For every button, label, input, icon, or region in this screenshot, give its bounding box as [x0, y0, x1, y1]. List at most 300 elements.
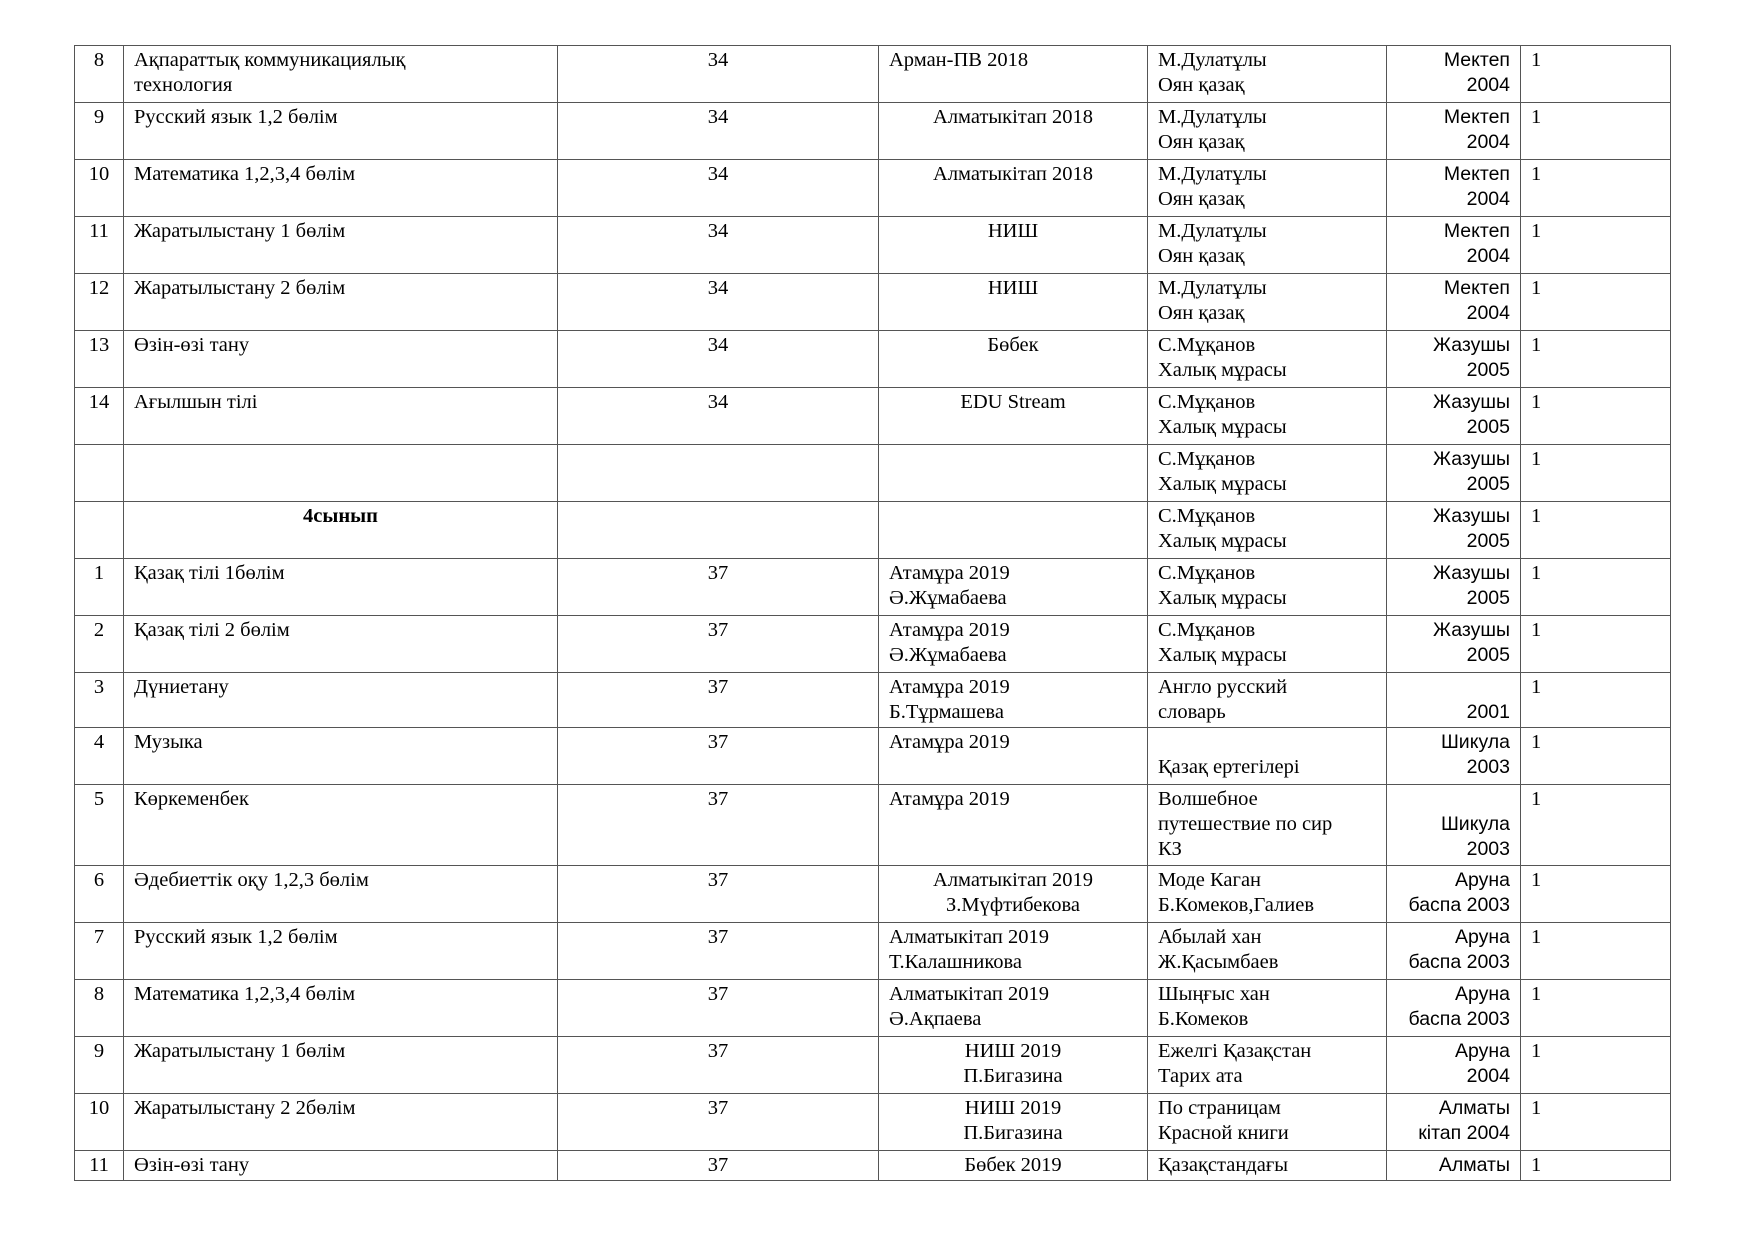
publisher-cell	[879, 1094, 1148, 1151]
subject-text: Ақпараттық коммуникациялық	[134, 49, 406, 71]
table-row	[75, 728, 1671, 785]
subject-text: Жаратылыстану 1 бөлім	[134, 1040, 346, 1062]
library-title-cell	[1148, 274, 1387, 331]
library-book-publisher: Шикула	[1440, 731, 1510, 753]
library-book-publisher: Жазушы	[1433, 619, 1510, 641]
hours-cell	[558, 217, 879, 274]
library-book-publisher: Мектеп	[1443, 163, 1510, 185]
library-book-publisher: Аруна	[1455, 1040, 1510, 1062]
publisher-text: НИШ 2019	[964, 1040, 1062, 1062]
library-title-cell	[1148, 217, 1387, 274]
library-book-publisher: кітап 2004	[1418, 1122, 1510, 1144]
library-publisher-cell	[1387, 1094, 1521, 1151]
library-book-publisher: 2005	[1466, 416, 1510, 438]
library-book-title: путешествие по сир	[1158, 813, 1333, 835]
count-cell	[1521, 923, 1671, 980]
library-book-title: С.Мұқанов	[1158, 334, 1256, 356]
count-cell	[1521, 502, 1671, 559]
count-cell	[1521, 103, 1671, 160]
table-row	[75, 866, 1671, 923]
publisher-cell	[879, 728, 1148, 785]
table-row	[75, 331, 1671, 388]
library-book-title: Ежелгі Қазақстан	[1158, 1040, 1312, 1062]
library-title-cell	[1148, 502, 1387, 559]
row-number-cell	[75, 388, 124, 445]
subject-cell	[124, 331, 558, 388]
row-number-cell	[75, 46, 124, 103]
subject-cell	[124, 785, 558, 866]
row-number: 14	[88, 391, 110, 413]
row-number-cell	[75, 559, 124, 616]
subject-cell	[124, 616, 558, 673]
row-number-cell	[75, 616, 124, 673]
library-book-publisher: Аруна	[1455, 926, 1510, 948]
subject-text: Қазақ тілі 1бөлім	[134, 562, 285, 584]
hours-cell	[558, 1037, 879, 1094]
subject-text: Дүниетану	[134, 676, 229, 698]
publisher-cell	[879, 785, 1148, 866]
library-book-title: Ж.Қасымбаев	[1158, 951, 1279, 973]
library-book-title: Оян қазақ	[1158, 302, 1245, 324]
row-number: 10	[88, 163, 110, 185]
section-heading-cell	[124, 502, 558, 559]
library-title-cell	[1148, 388, 1387, 445]
table-row	[75, 160, 1671, 217]
library-title-cell	[1148, 1151, 1387, 1181]
hours-cell	[558, 103, 879, 160]
row-number-cell	[75, 923, 124, 980]
publisher-cell	[879, 388, 1148, 445]
library-book-publisher: Шикула	[1440, 813, 1510, 835]
count-value: 1	[1531, 49, 1542, 71]
publisher-cell	[879, 673, 1148, 728]
library-title-cell	[1148, 559, 1387, 616]
library-book-title: Шыңғыс хан	[1158, 983, 1270, 1005]
subject-cell	[124, 274, 558, 331]
library-book-title: Халық мұрасы	[1158, 644, 1287, 666]
table-row	[75, 673, 1671, 728]
count-value: 1	[1531, 869, 1542, 891]
publisher-text: Ә.Жұмабаева	[889, 587, 1007, 609]
library-book-publisher: Аруна	[1455, 869, 1510, 891]
count-value: 1	[1531, 277, 1542, 299]
library-publisher-cell	[1387, 1151, 1521, 1181]
row-number-cell	[75, 728, 124, 785]
library-book-publisher: 2005	[1466, 530, 1510, 552]
publisher-text: Б.Тұрмашева	[889, 701, 1004, 723]
library-book-title: Б.Комеков,Галиев	[1158, 894, 1315, 916]
library-book-publisher: Алматы	[1438, 1154, 1510, 1176]
publisher-text: П.Бигазина	[963, 1065, 1063, 1087]
publisher-cell	[879, 1037, 1148, 1094]
library-book-title: Халық мұрасы	[1158, 530, 1287, 552]
row-number: 13	[88, 334, 110, 356]
hours-value: 34	[707, 49, 729, 71]
subject-text: технология	[134, 74, 233, 96]
row-number-cell	[75, 217, 124, 274]
library-book-title: Қазақ ертегілері	[1158, 756, 1300, 778]
count-value: 1	[1531, 619, 1542, 641]
library-book-publisher: баспа 2003	[1408, 951, 1510, 973]
library-book-publisher: Жазушы	[1433, 334, 1510, 356]
publisher-text: Атамұра 2019	[889, 562, 1010, 584]
subject-text: Жаратылыстану 1 бөлім	[134, 220, 346, 242]
hours-cell	[558, 1151, 879, 1181]
library-title-cell	[1148, 1037, 1387, 1094]
row-number: 9	[93, 106, 105, 128]
library-book-publisher: баспа 2003	[1408, 894, 1510, 916]
library-book-title: М.Дулатұлы	[1158, 163, 1267, 185]
hours-value: 34	[707, 334, 729, 356]
subject-text: Математика 1,2,3,4 бөлім	[134, 983, 356, 1005]
count-cell	[1521, 1151, 1671, 1181]
count-cell	[1521, 728, 1671, 785]
library-book-title: Оян қазақ	[1158, 245, 1245, 267]
library-book-publisher: 2001	[1466, 701, 1510, 723]
library-title-cell	[1148, 616, 1387, 673]
library-book-publisher: 2004	[1466, 302, 1510, 324]
table-row	[75, 217, 1671, 274]
library-book-publisher: 2004	[1466, 131, 1510, 153]
table-row	[75, 559, 1671, 616]
library-title-cell	[1148, 923, 1387, 980]
library-publisher-cell	[1387, 616, 1521, 673]
library-publisher-cell	[1387, 980, 1521, 1037]
publisher-text: Атамұра 2019	[889, 731, 1010, 753]
row-number: 4	[93, 731, 105, 753]
library-book-publisher	[1397, 787, 1510, 812]
count-cell	[1521, 1037, 1671, 1094]
library-book-title: Волшебное	[1158, 788, 1258, 810]
library-book-title: М.Дулатұлы	[1158, 277, 1267, 299]
library-publisher-cell	[1387, 923, 1521, 980]
subject-text: 4сынып	[303, 505, 378, 527]
publisher-text: З.Мүфтибекова	[945, 894, 1081, 916]
table-body	[75, 46, 1671, 1181]
subject-cell	[124, 1094, 558, 1151]
hours-cell	[558, 728, 879, 785]
subject-text: Музыка	[134, 731, 203, 753]
table-row	[75, 1151, 1671, 1181]
row-number: 11	[89, 220, 109, 242]
count-cell	[1521, 785, 1671, 866]
library-book-title: Б.Комеков	[1158, 1008, 1249, 1030]
library-title-cell	[1148, 46, 1387, 103]
hours-cell	[558, 331, 879, 388]
publisher-text: П.Бигазина	[963, 1122, 1063, 1144]
subject-text: Өзін-өзі тану	[134, 1154, 250, 1176]
row-number: 1	[93, 562, 105, 584]
publisher-text: EDU Stream	[960, 391, 1066, 413]
publisher-text: Ә.Ақпаева	[889, 1008, 982, 1030]
library-book-title: Красной книги	[1158, 1122, 1289, 1144]
count-value: 1	[1531, 926, 1542, 948]
row-number-cell	[75, 1094, 124, 1151]
count-cell	[1521, 866, 1671, 923]
library-book-title: Халық мұрасы	[1158, 359, 1287, 381]
library-publisher-cell	[1387, 866, 1521, 923]
library-book-publisher: 2005	[1466, 359, 1510, 381]
hours-cell	[558, 673, 879, 728]
library-publisher-cell	[1387, 388, 1521, 445]
count-cell	[1521, 274, 1671, 331]
subject-cell	[124, 980, 558, 1037]
library-book-publisher: 2005	[1466, 473, 1510, 495]
subject-cell	[124, 1151, 558, 1181]
library-title-cell	[1148, 160, 1387, 217]
publisher-text: Алматыкітап 2018	[933, 106, 1093, 128]
count-cell	[1521, 445, 1671, 502]
library-publisher-cell	[1387, 502, 1521, 559]
library-book-title: Халық мұрасы	[1158, 416, 1287, 438]
library-book-title: М.Дулатұлы	[1158, 220, 1267, 242]
table-row	[75, 445, 1671, 502]
count-cell	[1521, 980, 1671, 1037]
hours-value: 34	[707, 220, 729, 242]
publisher-cell	[879, 1151, 1148, 1181]
count-cell	[1521, 1094, 1671, 1151]
publisher-cell	[879, 866, 1148, 923]
library-title-cell	[1148, 728, 1387, 785]
library-book-title: М.Дулатұлы	[1158, 106, 1267, 128]
count-cell	[1521, 160, 1671, 217]
publisher-text: Бөбек 2019	[964, 1154, 1062, 1176]
subject-text: Қазақ тілі 2 бөлім	[134, 619, 290, 641]
hours-value: 37	[707, 788, 729, 810]
publisher-text: Алматыкітап 2019	[889, 983, 1049, 1005]
table-row	[75, 46, 1671, 103]
publisher-cell	[879, 616, 1148, 673]
count-cell	[1521, 559, 1671, 616]
library-book-title: Қазақстандағы	[1158, 1154, 1289, 1176]
library-publisher-cell	[1387, 445, 1521, 502]
count-value: 1	[1531, 1040, 1542, 1062]
publisher-cell	[879, 217, 1148, 274]
hours-cell	[558, 160, 879, 217]
hours-cell	[558, 923, 879, 980]
hours-cell	[558, 559, 879, 616]
library-book-publisher: Жазушы	[1433, 391, 1510, 413]
hours-cell	[558, 616, 879, 673]
table-row	[75, 1037, 1671, 1094]
library-book-publisher: баспа 2003	[1408, 1008, 1510, 1030]
count-value: 1	[1531, 334, 1542, 356]
publisher-text: Ә.Жұмабаева	[889, 644, 1007, 666]
publisher-cell	[879, 103, 1148, 160]
publisher-text: Бөбек	[987, 334, 1039, 356]
subject-cell	[124, 103, 558, 160]
publisher-cell	[879, 559, 1148, 616]
row-number-cell	[75, 866, 124, 923]
library-book-publisher: 2004	[1466, 245, 1510, 267]
row-number: 7	[93, 926, 105, 948]
library-book-publisher: 2004	[1466, 74, 1510, 96]
publisher-text: Алматыкітап 2019	[933, 869, 1093, 891]
subject-text: Әдебиеттік оқу 1,2,3 бөлім	[134, 869, 369, 891]
subject-text: Көркеменбек	[134, 788, 249, 810]
hours-value: 37	[707, 562, 729, 584]
hours-value: 34	[707, 163, 729, 185]
subject-cell	[124, 1037, 558, 1094]
row-number-cell	[75, 785, 124, 866]
library-book-publisher: 2004	[1466, 188, 1510, 210]
publisher-cell	[879, 502, 1148, 559]
table-row	[75, 388, 1671, 445]
row-number: 9	[93, 1040, 105, 1062]
library-publisher-cell	[1387, 160, 1521, 217]
publisher-cell	[879, 445, 1148, 502]
subject-text: Математика 1,2,3,4 бөлім	[134, 163, 356, 185]
count-value: 1	[1531, 448, 1542, 470]
subject-cell	[124, 388, 558, 445]
hours-value: 34	[707, 106, 729, 128]
table-row	[75, 616, 1671, 673]
hours-value: 37	[707, 1097, 729, 1119]
row-number-cell	[75, 1037, 124, 1094]
hours-value: 37	[707, 619, 729, 641]
row-number: 2	[93, 619, 105, 641]
library-book-publisher: Мектеп	[1443, 277, 1510, 299]
row-number: 11	[89, 1154, 109, 1176]
library-book-publisher: Жазушы	[1433, 448, 1510, 470]
row-number: 3	[93, 676, 105, 698]
subject-cell	[124, 728, 558, 785]
subject-cell	[124, 866, 558, 923]
library-publisher-cell	[1387, 559, 1521, 616]
count-cell	[1521, 673, 1671, 728]
library-publisher-cell	[1387, 46, 1521, 103]
library-book-title: Англо русский	[1158, 676, 1288, 698]
library-book-publisher: 2003	[1466, 756, 1510, 778]
row-number-cell	[75, 274, 124, 331]
table-row	[75, 980, 1671, 1037]
row-number-cell	[75, 445, 124, 502]
count-value: 1	[1531, 106, 1542, 128]
subject-cell	[124, 673, 558, 728]
count-value: 1	[1531, 788, 1542, 810]
hours-cell	[558, 445, 879, 502]
count-value: 1	[1531, 391, 1542, 413]
publisher-text: Атамұра 2019	[889, 788, 1010, 810]
row-number: 6	[93, 869, 105, 891]
hours-cell	[558, 980, 879, 1037]
library-book-title: Халық мұрасы	[1158, 473, 1287, 495]
library-title-cell	[1148, 1094, 1387, 1151]
subject-text: Русский язык 1,2 бөлім	[134, 106, 338, 128]
library-book-publisher: 2004	[1466, 1065, 1510, 1087]
table-row	[75, 923, 1671, 980]
subject-cell	[124, 217, 558, 274]
publisher-cell	[879, 980, 1148, 1037]
hours-value: 34	[707, 391, 729, 413]
count-cell	[1521, 46, 1671, 103]
library-title-cell	[1148, 866, 1387, 923]
subject-cell	[124, 160, 558, 217]
library-publisher-cell	[1387, 103, 1521, 160]
library-publisher-cell	[1387, 274, 1521, 331]
subject-cell	[124, 923, 558, 980]
count-cell	[1521, 388, 1671, 445]
publisher-text: Атамұра 2019	[889, 619, 1010, 641]
row-number-cell	[75, 160, 124, 217]
row-number: 10	[88, 1097, 110, 1119]
publisher-cell	[879, 923, 1148, 980]
count-value: 1	[1531, 562, 1542, 584]
row-number: 8	[93, 983, 105, 1005]
library-book-title: Халық мұрасы	[1158, 587, 1287, 609]
library-title-cell	[1148, 785, 1387, 866]
library-publisher-cell	[1387, 1037, 1521, 1094]
table-row	[75, 1094, 1671, 1151]
library-book-title: КЗ	[1158, 838, 1182, 860]
subject-cell	[124, 46, 558, 103]
publisher-cell	[879, 46, 1148, 103]
publisher-text: Алматыкітап 2019	[889, 926, 1049, 948]
subject-text: Жаратылыстану 2 2бөлім	[134, 1097, 356, 1119]
library-book-publisher: Жазушы	[1433, 562, 1510, 584]
subject-cell	[124, 559, 558, 616]
row-number: 8	[93, 49, 105, 71]
library-book-publisher: Мектеп	[1443, 49, 1510, 71]
table-row	[75, 785, 1671, 866]
hours-cell	[558, 388, 879, 445]
count-cell	[1521, 616, 1671, 673]
table-row	[75, 502, 1671, 559]
row-number-cell	[75, 980, 124, 1037]
library-book-title: Оян қазақ	[1158, 131, 1245, 153]
library-book-title: По страницам	[1158, 1097, 1281, 1119]
library-book-title	[1158, 730, 1376, 755]
publisher-text: НИШ 2019	[964, 1097, 1062, 1119]
hours-value: 37	[707, 1040, 729, 1062]
library-publisher-cell	[1387, 331, 1521, 388]
library-book-title: Абылай хан	[1158, 926, 1262, 948]
library-book-title: Оян қазақ	[1158, 74, 1245, 96]
library-publisher-cell	[1387, 673, 1521, 728]
library-book-publisher: Жазушы	[1433, 505, 1510, 527]
row-number: 12	[88, 277, 110, 299]
library-book-title: Оян қазақ	[1158, 188, 1245, 210]
publisher-text: Атамұра 2019	[889, 676, 1010, 698]
hours-cell	[558, 46, 879, 103]
count-value: 1	[1531, 163, 1542, 185]
library-book-publisher: 2005	[1466, 587, 1510, 609]
library-book-publisher	[1397, 675, 1510, 700]
hours-value: 37	[707, 1154, 729, 1176]
table-row	[75, 103, 1671, 160]
row-number: 5	[93, 788, 105, 810]
subject-cell	[124, 445, 558, 502]
count-value: 1	[1531, 220, 1542, 242]
library-title-cell	[1148, 331, 1387, 388]
count-value: 1	[1531, 676, 1542, 698]
library-title-cell	[1148, 673, 1387, 728]
hours-cell	[558, 1094, 879, 1151]
library-book-title: С.Мұқанов	[1158, 391, 1256, 413]
library-book-publisher: 2003	[1466, 838, 1510, 860]
library-book-title: М.Дулатұлы	[1158, 49, 1267, 71]
count-value: 1	[1531, 1097, 1542, 1119]
count-value: 1	[1531, 731, 1542, 753]
subject-text: Ағылшын тілі	[134, 391, 258, 413]
hours-value: 37	[707, 731, 729, 753]
hours-cell	[558, 866, 879, 923]
row-number-cell	[75, 331, 124, 388]
publisher-text: НИШ	[987, 220, 1039, 242]
library-book-title: С.Мұқанов	[1158, 619, 1256, 641]
count-value: 1	[1531, 983, 1542, 1005]
library-book-title: Моде Каган	[1158, 869, 1262, 891]
